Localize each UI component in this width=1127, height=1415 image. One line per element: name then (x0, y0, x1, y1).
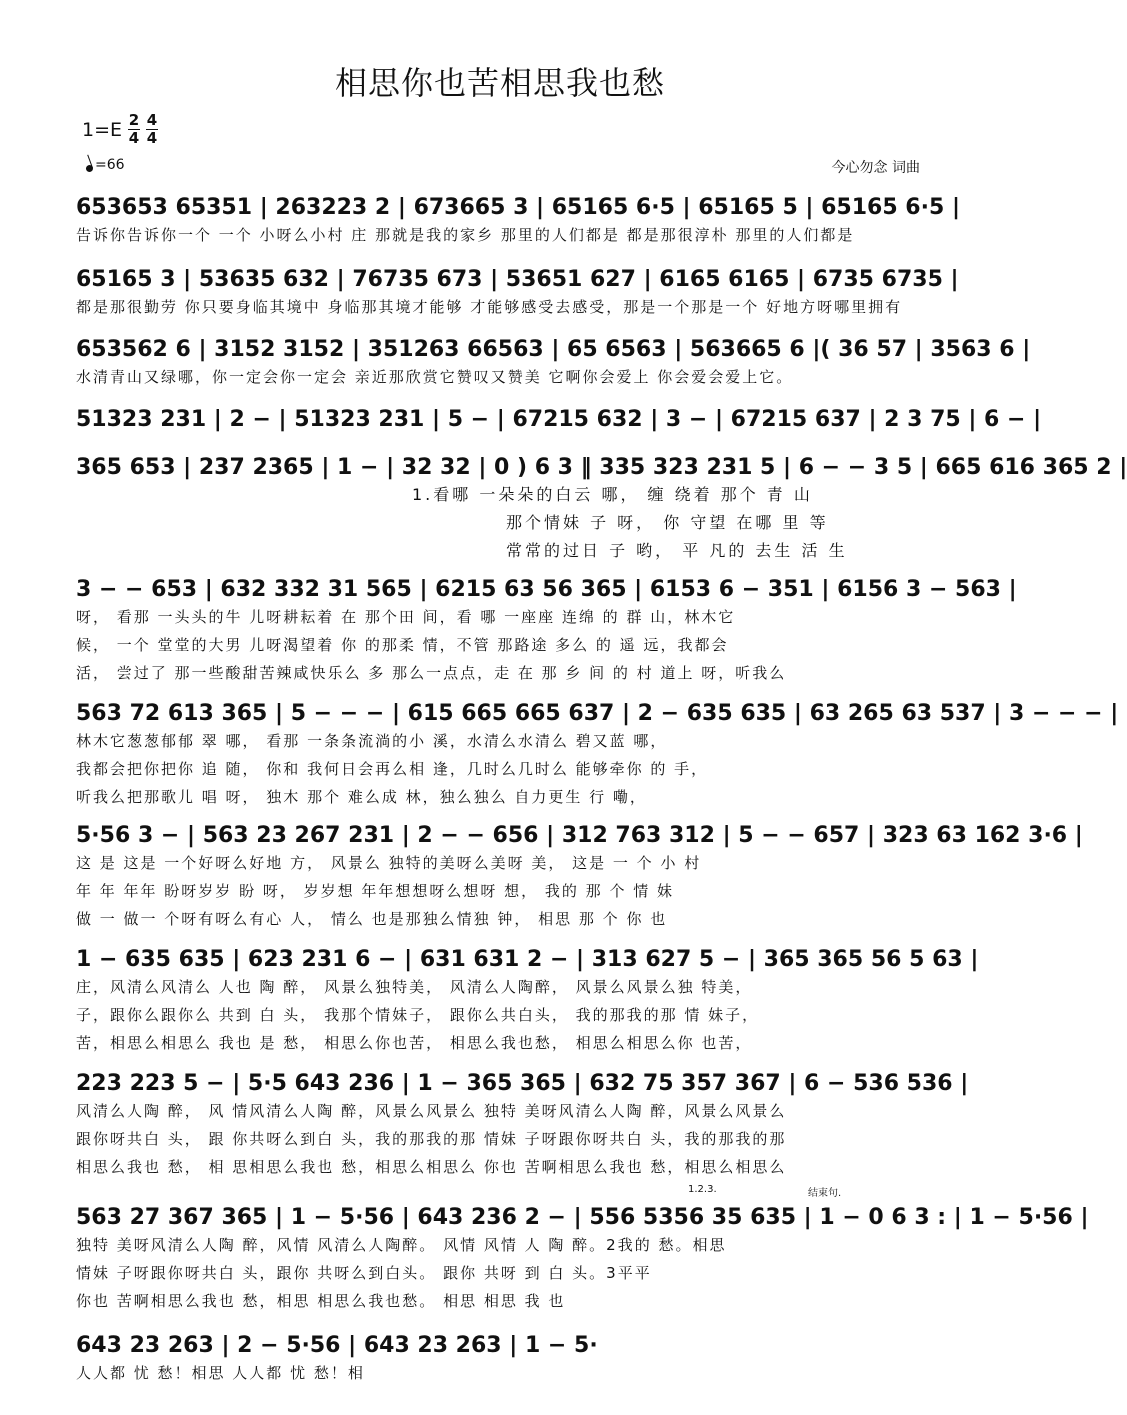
score-system-3 (76, 322, 1031, 391)
lyric-line-verse-1: 呀， 看那 一头头的牛 儿呀耕耘着 在 那个田 间，看 哪 一座座 连绵 的 群 山，林木它 (76, 608, 736, 626)
lyric-line-verse-3: 苦，相思么相思么 我也 是 愁， 相思么你也苦， 相思么我也愁， 相思么相思么你 也苦， (76, 1034, 753, 1052)
coda-label: 结束句. (808, 1188, 842, 1199)
score-system-4 (76, 392, 1042, 433)
lyric-line-verse-1: 庄，风清么风清么 人也 陶 醉， 风景么独特美， 风清么人陶醉， 风景么风景么独 特美， (76, 978, 753, 996)
notation-line: 563 72 613 365 | 5 − − − | 615 665 665 637 | 2 − 635 635 | 63 265 63 537 | 3 − − − | (76, 701, 1119, 726)
notation-line: 3 − − 653 | 632 332 31 565 | 6215 63 56 365 | 6153 6 − 351 | 6156 3 − 563 | (76, 577, 1017, 602)
notation-line: 643 23 263 | 2 − 5·56 | 643 23 263 | 1 − 5· (76, 1333, 598, 1358)
notation-line: 51323 231 | 2 − | 51323 231 | 5 − | 67215 632 | 3 − | 67215 637 | 2 3 75 | 6 − | (76, 407, 1042, 432)
lyric-line-verse-3: 你也 苦啊相思么我也 愁，相思 相思么我也愁。 相思 相思 我 也 (76, 1292, 566, 1310)
lyric-line-verse-1: 这 是 这是 一个好呀么好地 方， 风景么 独特的美呀么美呀 美， 这是 一 个 小 村 (76, 854, 702, 872)
lyric-line: 都是那很勤劳 你只要身临其境中 身临那其境才能够 才能够感受去感受，那是一个那是一个 好地方呀哪里拥有 (76, 298, 903, 316)
notation-line: 5·56 3 − | 563 23 267 231 | 2 − − 656 | 312 763 312 | 5 − − 657 | 323 63 162 3·6 | (76, 823, 1083, 848)
score-system-10 (76, 1056, 969, 1181)
lyric-line-verse-2: 年 年 年年 盼呀岁岁 盼 呀， 岁岁想 年年想想呀么想呀 想， 我的 那 个 情 妹 (76, 882, 674, 900)
notation-line: 653653 65351 | 263223 2 | 673665 3 | 65165 6·5 | 65165 5 | 65165 6·5 | (76, 195, 960, 220)
lyric-line-verse-3: 相思么我也 愁， 相 思相思么我也 愁，相思么相思么 你也 苦啊相思么我也 愁，相思么相思么 (76, 1158, 787, 1176)
notation-line: 653562 6 | 3152 3152 | 351263 66563 | 65 6563 | 563665 6 |( 36 57 | 3563 6 | (76, 337, 1031, 362)
lyric-line-verse-2: 子，跟你么跟你么 共到 白 头， 我那个情妹子， 跟你么共白头， 我的那我的那 情 妹子， (76, 1006, 760, 1024)
notation-line: 563 27 367 365 | 1 − 5·56 | 643 236 2 − | 556 5356 35 635 | 1 − 0 6 3 : | 1 − 5·56 | (76, 1205, 1089, 1230)
notation-line: 65165 3 | 53635 632 | 76735 673 | 53651 627 | 6165 6165 | 6735 6735 | (76, 267, 959, 292)
lyric-line-verse-3: 活， 尝过了 那一些酸甜苦辣咸快乐么 多 那么一点点，走 在 那 乡 间 的 村 道上 呀，听我么 (76, 664, 787, 682)
score-system-2 (76, 252, 959, 321)
score-system-5 (76, 440, 1127, 565)
ending-bracket-label: 1.2.3. (688, 1184, 717, 1195)
lyric-line-verse-2: 跟你呀共白 头， 跟 你共呀么到白 头，我的那我的那 情妹 子呀跟你呀共白 头，我的那我的那 (76, 1130, 787, 1148)
score-system-7 (76, 686, 1119, 811)
score-system-11 (76, 1184, 1089, 1315)
time-signature-2-4: $\frac{2}{4}$ (128, 111, 140, 147)
score-system-6 (76, 562, 1017, 687)
lyric-line-verse-3: 做 一 做一 个呀有呀么有心 人， 情么 也是那独么情独 钟， 相思 那 个 你 也 (76, 910, 668, 928)
lyric-line: 人人都 忧 愁！相思 人人都 忧 愁！相 (76, 1364, 365, 1382)
tempo-marking: =66 (86, 157, 125, 173)
score-system-9 (76, 932, 979, 1057)
score-system-1 (76, 180, 960, 249)
lyric-line: 水清青山又绿哪，你一定会你一定会 亲近那欣赏它赞叹又赞美 它啊你会爱上 你会爱会爱上它。 (76, 368, 794, 386)
notation-line: 365 653 | 237 2365 | 1 − | 32 32 | 0 ) 6 3 ‖ 335 323 231 5 | 6 − − 3 5 | 665 616 365 2 | (76, 455, 1127, 480)
lyric-line-verse-3: 常常的过日 子 哟， 平 凡的 去生 活 生 (506, 541, 848, 560)
lyric-line-verse-1: 1.看哪 一朵朵的白云 哪， 缠 绕着 那个 青 山 (412, 485, 813, 504)
time-signature-4-4: $\frac{4}{4}$ (146, 111, 158, 147)
key-signature (82, 112, 158, 147)
key-label: 1=E (82, 118, 123, 141)
score-system-8 (76, 808, 1083, 933)
lyric-line-verse-2: 我都会把你把你 追 随， 你和 我何日会再么相 逢，几时么几时么 能够牵你 的 手， (76, 760, 709, 778)
lyric-line-verse-2: 候， 一个 堂堂的大男 儿呀渴望着 你 的那柔 情，不管 那路途 多么 的 遥 远，我都会 (76, 636, 729, 654)
lyric-line-verse-2: 情妹 子呀跟你呀共白 头，跟你 共呀么到白头。 跟你 共呀 到 白 头。3平平 (76, 1264, 652, 1282)
notation-line: 1 − 635 635 | 623 231 6 − | 631 631 2 − | 313 627 5 − | 365 365 56 5 63 | (76, 947, 979, 972)
lyric-line-verse-3: 听我么把那歌儿 唱 呀， 独木 那个 难么成 林，独么独么 自力更生 行 嘞， (76, 788, 647, 806)
score-system-12 (76, 1318, 598, 1387)
lyric-line-verse-1: 林木它葱葱郁郁 翠 哪， 看那 一条条流淌的小 溪，水清么水清么 碧又蓝 哪， (76, 732, 668, 750)
credit-line: 今心勿念 词曲 (831, 160, 920, 176)
lyric-line: 告诉你告诉你一个 一个 小呀么小村 庄 那就是我的家乡 那里的人们都是 都是那很淳朴 那里的人们都是 (76, 226, 855, 244)
notation-line: 223 223 5 − | 5·5 643 236 | 1 − 365 365 | 632 75 357 367 | 6 − 536 536 | (76, 1071, 969, 1096)
lyric-line-verse-1: 独特 美呀风清么人陶 醉，风情 风清么人陶醉。 风情 风情 人 陶 醉。2我的 愁。相思 (76, 1236, 727, 1254)
quarter-note-icon (85, 164, 94, 173)
song-title: 相思你也苦相思我也愁 (334, 64, 665, 102)
lyric-line-verse-1: 风清么人陶 醉， 风 情风清么人陶 醉，风景么风景么 独特 美呀风清么人陶 醉，风景么风景么 (76, 1102, 787, 1120)
lyric-line-verse-2: 那个情妹 子 呀， 你 守望 在哪 里 等 (506, 513, 829, 532)
